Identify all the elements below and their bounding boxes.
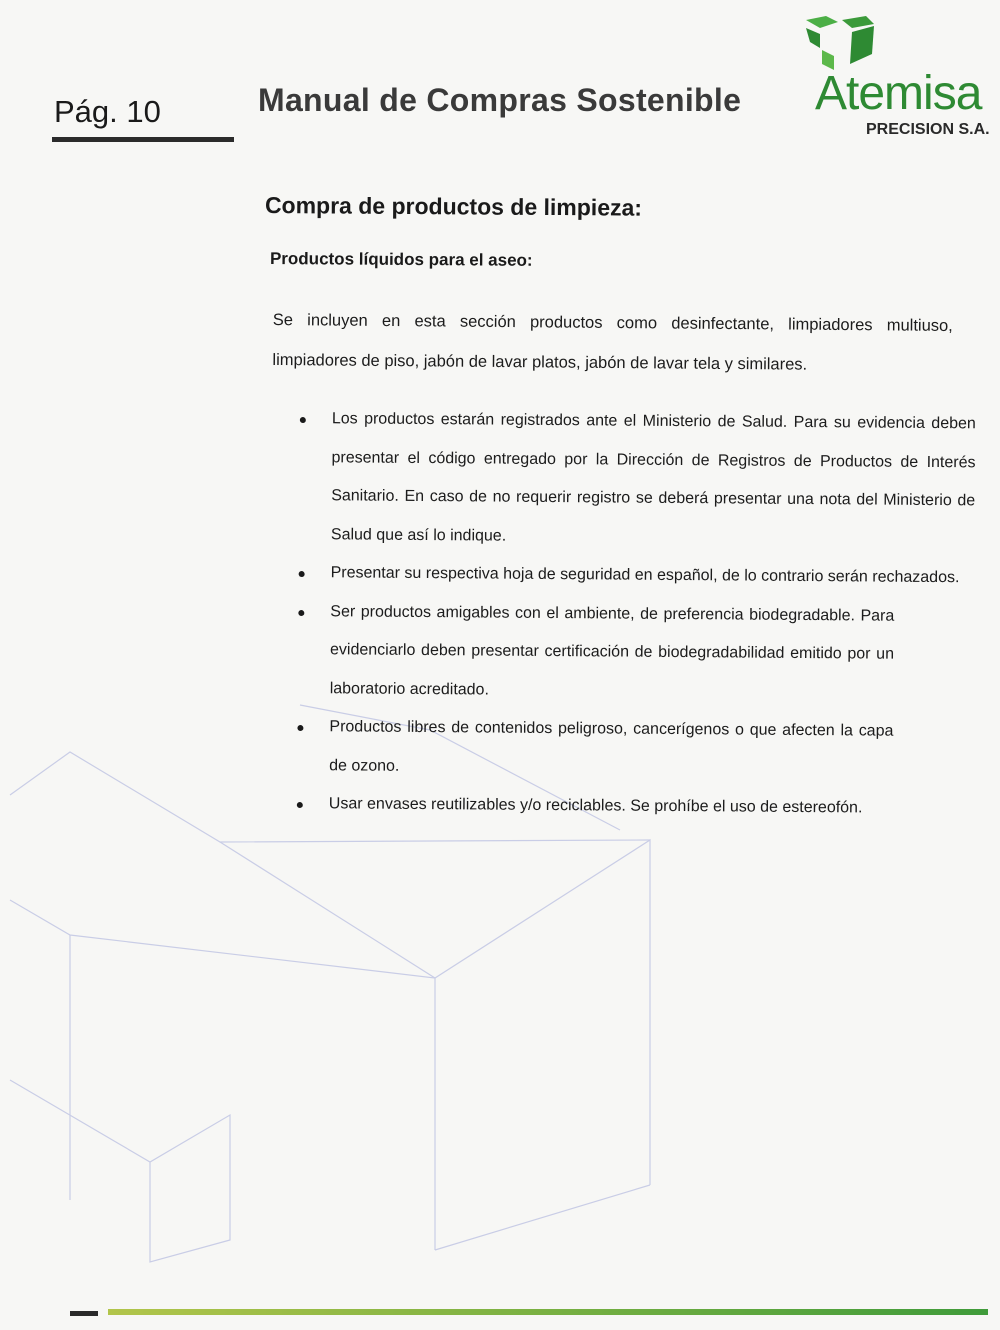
page-number: Pág. 10	[54, 94, 161, 129]
subsection-title: Productos líquidos para el aseo:	[269, 249, 533, 270]
intro-paragraph: Se incluyen en esta sección productos como desinfectante, limpiadores multiuso, limpiadores de piso, jabón de lavar platos, jabón de lavar tela y similares.	[272, 310, 953, 374]
document-title: Manual de Compras Sostenible	[258, 82, 742, 118]
page-number-underline	[52, 137, 234, 142]
list-item: Productos libres de contenidos peligroso, cancerígenos o que afecten la capa de ozono.	[293, 708, 974, 790]
requirements-list	[293, 400, 976, 829]
list-item: Los productos estarán registrados ante el Ministerio de Salud. Para su evidencia deben presentar el código entregado por la Dirección de Registros de Productos de Interés Sanitario. En caso de no requerir registro se deberá presentar una nota del Ministerio de Salud que así lo indique.	[295, 400, 976, 559]
list-item: Ser productos amigables con el ambiente, de preferencia biodegradable. Para evidenciarlo deben presentar certificación de biodegradabilidad emitido por un laboratorio acreditado.	[294, 592, 975, 713]
logo-wordmark: Atemisa	[815, 67, 982, 120]
list-item: Presentar su respectiva hoja de seguridad en español, de lo contrario serán rechazados.	[294, 554, 974, 598]
footer-green-bar	[108, 1309, 988, 1315]
logo-subtitle: PRECISION S.A.	[866, 121, 990, 138]
section-title: Compra de productos de limpieza:	[264, 192, 643, 221]
list-item: Usar envases reutilizables y/o reciclables. Se prohíbe el uso de estereofón.	[293, 785, 973, 829]
footer-dark-bar	[70, 1311, 98, 1316]
